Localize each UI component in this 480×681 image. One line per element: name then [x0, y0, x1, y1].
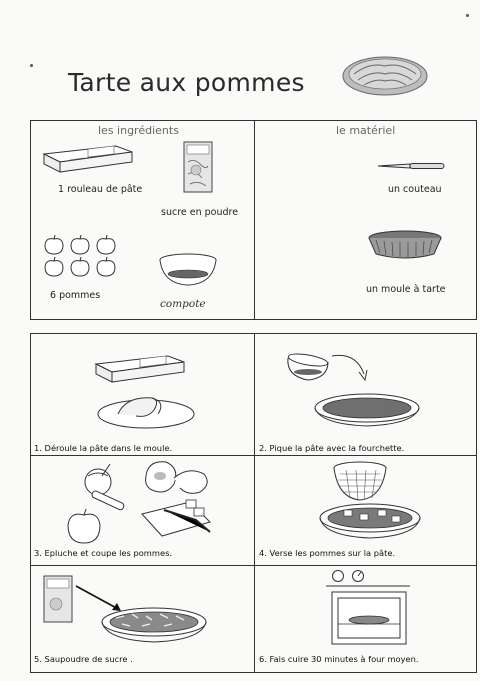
arrow-icon: [330, 352, 370, 384]
step-text: 3. Epluche et coupe les pommes.: [34, 548, 173, 558]
tart-pan-icon: [98, 604, 210, 646]
cut-apples-icon: [138, 458, 218, 542]
tart-pan-icon: [312, 390, 422, 430]
scan-speck: [30, 64, 33, 67]
apple-group-icon: [42, 234, 122, 280]
steps-divider: [254, 333, 255, 673]
peeler-icon: [78, 462, 134, 510]
ingredient-label: compote: [160, 298, 206, 310]
steps-divider: [30, 565, 477, 566]
page-title: Tarte aux pommes: [68, 68, 305, 97]
sugar-box-icon: [42, 574, 74, 624]
sugar-box-icon: [182, 140, 214, 194]
step-text: 4. Verse les pommes sur la pâte.: [259, 548, 396, 558]
bowl-icon: [284, 354, 332, 386]
scan-speck: [466, 14, 469, 17]
oven-icon: [324, 568, 414, 646]
tart-image-icon: [340, 52, 430, 98]
bowl-icon: [157, 252, 219, 288]
tart-pan-icon: [316, 500, 424, 542]
apple-icon: [64, 508, 104, 546]
step-text: 2. Pique la pâte avec la fourchette.: [259, 443, 405, 453]
ingredient-label: sucre en poudre: [161, 207, 239, 218]
knife-icon: [376, 160, 446, 172]
steps-divider: [30, 455, 477, 456]
pastry-roll-icon: [40, 142, 136, 174]
step-text: 6. Fais cuire 30 minutes à four moyen.: [259, 654, 419, 664]
table-divider: [254, 120, 255, 320]
ingredient-label: 1 rouleau de pâte: [58, 184, 143, 195]
pastry-roll-icon: [92, 352, 188, 384]
material-header: le matériel: [336, 124, 396, 137]
ingredient-label: 6 pommes: [50, 290, 101, 301]
unrolled-dough-icon: [96, 392, 196, 430]
step-text: 1. Déroule la pâte dans le moule.: [34, 443, 173, 453]
material-label: un couteau: [388, 184, 442, 195]
ingredients-header: les ingrédients: [98, 124, 179, 137]
step-text: 5. Saupoudre de sucre .: [34, 654, 133, 664]
tart-pan-icon: [366, 228, 444, 262]
material-label: un moule à tarte: [366, 284, 446, 295]
